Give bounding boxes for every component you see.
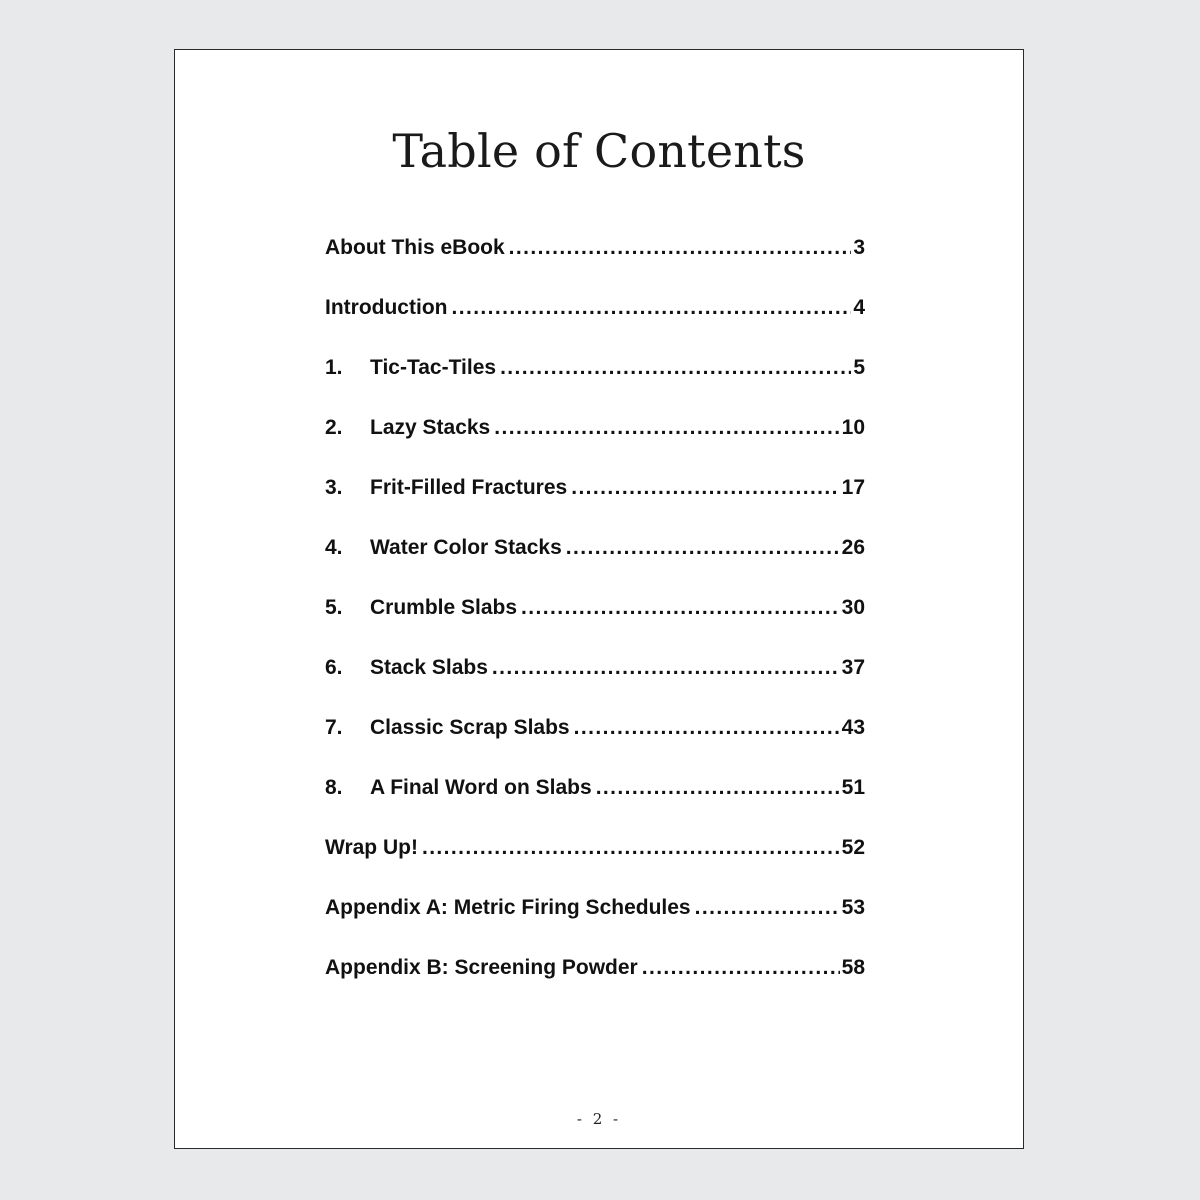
toc-entry-page: 51 bbox=[841, 776, 865, 799]
toc-entry-label: About This eBook bbox=[325, 236, 505, 259]
toc-entry-number: 1. bbox=[325, 356, 343, 379]
dot-leader bbox=[494, 411, 839, 445]
toc-entry-label: Lazy Stacks bbox=[370, 416, 491, 439]
toc-entry-stack-slabs[interactable] bbox=[325, 651, 865, 711]
toc-entry-page: 58 bbox=[841, 956, 865, 979]
toc-entry-number: 5. bbox=[325, 596, 343, 619]
toc-entry-number: 8. bbox=[325, 776, 343, 799]
toc-entry-introduction[interactable] bbox=[325, 291, 865, 351]
toc-entry-label: A Final Word on Slabs bbox=[370, 776, 592, 799]
toc-entry-label: Classic Scrap Slabs bbox=[370, 716, 570, 739]
dot-leader bbox=[422, 831, 840, 865]
toc-entry-page: 3 bbox=[853, 236, 865, 259]
toc-entry-lazy-stacks[interactable] bbox=[325, 411, 865, 471]
toc-entry-label: Appendix A: Metric Firing Schedules bbox=[325, 896, 691, 919]
toc-entry-label: Frit-Filled Fractures bbox=[370, 476, 568, 499]
dot-leader bbox=[500, 351, 851, 385]
dot-leader bbox=[509, 231, 852, 265]
dot-leader bbox=[596, 771, 840, 805]
toc-entry-page: 5 bbox=[853, 356, 865, 379]
toc-entry-label: Stack Slabs bbox=[370, 656, 488, 679]
toc-entry-appendix-b[interactable] bbox=[325, 951, 865, 1011]
dot-leader bbox=[451, 291, 851, 325]
toc-entry-label: Introduction bbox=[325, 296, 448, 319]
dot-leader bbox=[642, 951, 840, 985]
toc-entry-frit-filled-fractures[interactable] bbox=[325, 471, 865, 531]
toc-entry-label: Wrap Up! bbox=[325, 836, 418, 859]
toc-entry-label: Crumble Slabs bbox=[370, 596, 518, 619]
table-of-contents bbox=[325, 231, 865, 1011]
toc-entry-page: 43 bbox=[841, 716, 865, 739]
toc-entry-crumble-slabs[interactable] bbox=[325, 591, 865, 651]
toc-entry-page: 10 bbox=[841, 416, 865, 439]
toc-entry-wrap-up[interactable] bbox=[325, 831, 865, 891]
toc-entry-page: 53 bbox=[841, 896, 865, 919]
toc-entry-page: 30 bbox=[841, 596, 865, 619]
toc-entry-number: 4. bbox=[325, 536, 343, 559]
toc-entry-label: Tic-Tac-Tiles bbox=[370, 356, 497, 379]
toc-entry-tic-tac-tiles[interactable] bbox=[325, 351, 865, 411]
toc-entry-a-final-word-on-slabs[interactable] bbox=[325, 771, 865, 831]
page-number: - 2 - bbox=[576, 1110, 622, 1128]
toc-entry-number: 3. bbox=[325, 476, 343, 499]
dot-leader bbox=[571, 471, 839, 505]
page-title: Table of Contents bbox=[392, 124, 806, 178]
toc-entry-page: 52 bbox=[841, 836, 865, 859]
toc-entry-page: 4 bbox=[853, 296, 865, 319]
dot-leader bbox=[574, 711, 840, 745]
toc-entry-water-color-stacks[interactable] bbox=[325, 531, 865, 591]
dot-leader bbox=[492, 651, 840, 685]
toc-entry-page: 17 bbox=[841, 476, 865, 499]
toc-entry-label: Appendix B: Screening Powder bbox=[325, 956, 638, 979]
document-page bbox=[174, 49, 1024, 1149]
toc-entry-label: Water Color Stacks bbox=[370, 536, 562, 559]
dot-leader bbox=[566, 531, 840, 565]
toc-entry-classic-scrap-slabs[interactable] bbox=[325, 711, 865, 771]
toc-entry-about-this-ebook[interactable] bbox=[325, 231, 865, 291]
dot-leader bbox=[695, 891, 840, 925]
toc-entry-page: 26 bbox=[841, 536, 865, 559]
toc-entry-number: 6. bbox=[325, 656, 343, 679]
dot-leader bbox=[521, 591, 840, 625]
toc-entry-number: 2. bbox=[325, 416, 343, 439]
toc-entry-appendix-a[interactable] bbox=[325, 891, 865, 951]
toc-entry-page: 37 bbox=[841, 656, 865, 679]
toc-entry-number: 7. bbox=[325, 716, 343, 739]
